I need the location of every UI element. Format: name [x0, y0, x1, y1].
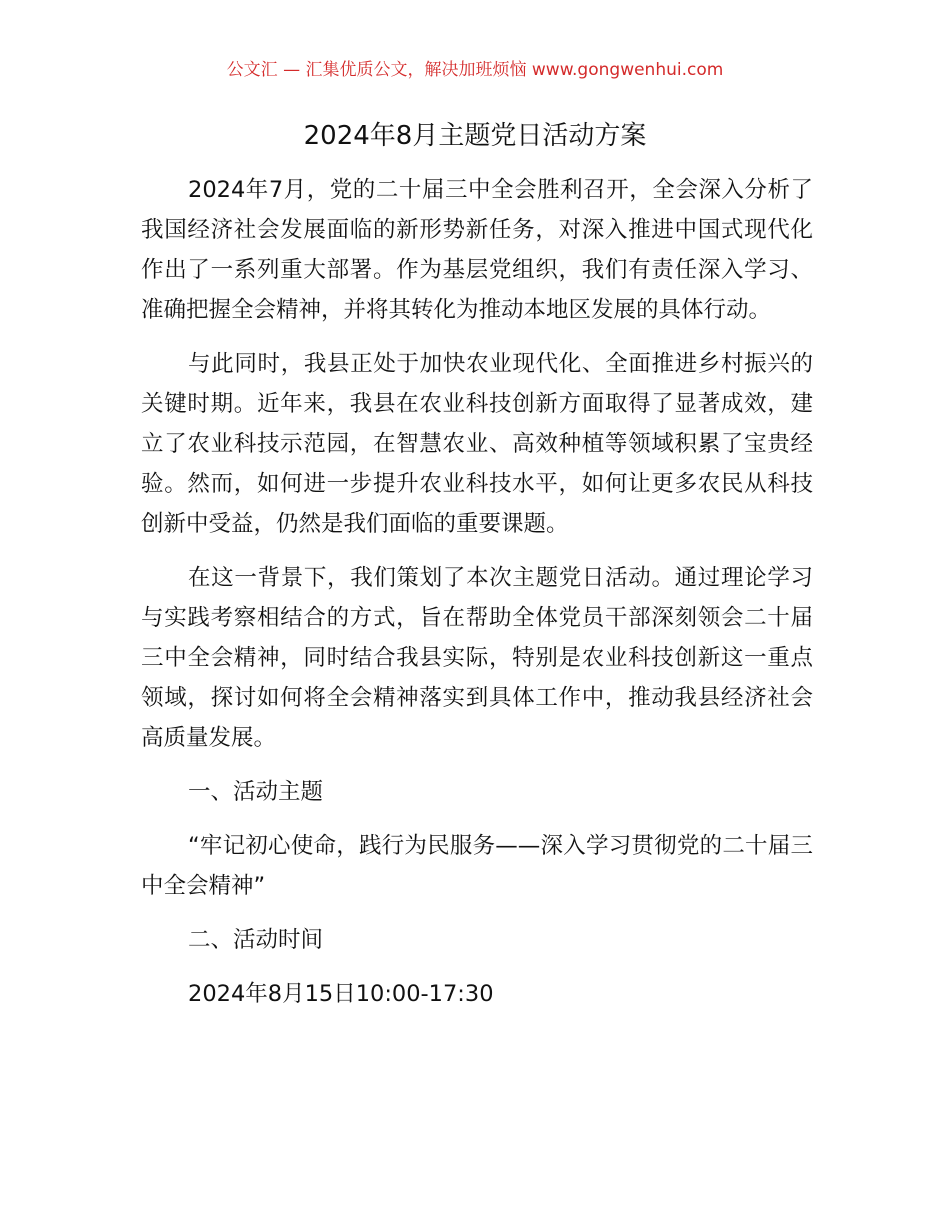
- site-banner: 公文汇 — 汇集优质公文，解决加班烦恼 www.gongwenhui.com: [226, 60, 724, 80]
- document-title: 2024年8月主题党日活动方案: [303, 121, 647, 151]
- section-heading-theme: 一、活动主题: [188, 779, 324, 805]
- paragraph-theme: “牢记初心使命，践行为民服务——深入学习贯彻党的二十届三中全会精神”: [141, 833, 813, 899]
- paragraph-purpose: 在这一背景下，我们策划了本次主题党日活动。通过理论学习与实践考察相结合的方式，旨在帮助全体党员干部深刻领会二十届三中全会精神，同时结合我县实际，特别是农业科技创新这一重点领域，探讨如何将全会精神落实到具体工作中，推动我县经济社会高质量发展。: [141, 565, 813, 751]
- section-heading-time: 二、活动时间: [188, 927, 324, 953]
- paragraph-background: 2024年7月，党的二十届三中全会胜利召开，全会深入分析了我国经济社会发展面临的新形势新任务，对深入推进中国式现代化作出了一系列重大部署。作为基层党组织，我们有责任深入学习、准确把握全会精神，并将其转化为推动本地区发展的具体行动。: [141, 177, 813, 323]
- paragraph-context: 与此同时，我县正处于加快农业现代化、全面推进乡村振兴的关键时期。近年来，我县在农业科技创新方面取得了显著成效，建立了农业科技示范园，在智慧农业、高效种植等领域积累了宝贵经验。然而，如何进一步提升农业科技水平，如何让更多农民从科技创新中受益，仍然是我们面临的重要课题。: [141, 351, 813, 537]
- paragraph-time: 2024年8月15日10:00-17:30: [188, 981, 494, 1007]
- document-body: [141, 170, 813, 1028]
